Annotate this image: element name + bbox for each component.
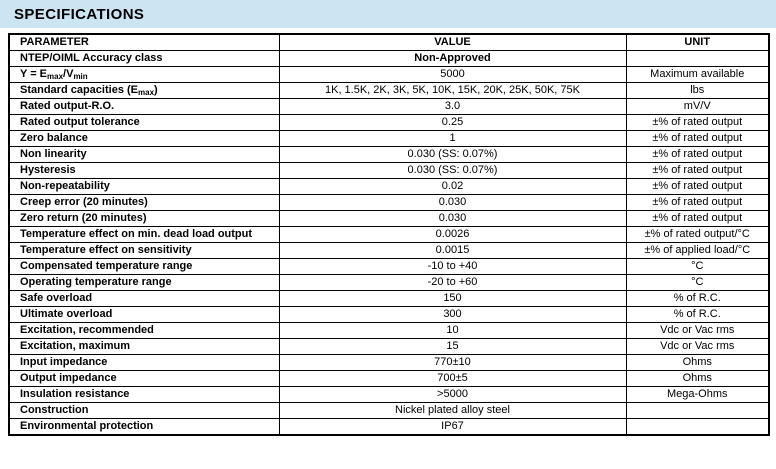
column-header-value: VALUE xyxy=(279,34,626,51)
unit-cell: ±% of rated output xyxy=(626,115,769,131)
param-cell: Hysteresis xyxy=(9,163,279,179)
table-row xyxy=(9,163,769,179)
table-row xyxy=(9,211,769,227)
table-row xyxy=(9,131,769,147)
table-row xyxy=(9,291,769,307)
section-header-band xyxy=(0,0,776,28)
table-body xyxy=(9,51,769,436)
value-cell: 5000 xyxy=(279,67,626,83)
value-cell: -10 to +40 xyxy=(279,259,626,275)
unit-cell: Ohms xyxy=(626,355,769,371)
value-cell: 15 xyxy=(279,339,626,355)
value-cell: -20 to +60 xyxy=(279,275,626,291)
table-row xyxy=(9,403,769,419)
unit-cell xyxy=(626,419,769,436)
unit-cell: lbs xyxy=(626,83,769,99)
unit-cell: °C xyxy=(626,275,769,291)
unit-cell: ±% of rated output xyxy=(626,163,769,179)
unit-cell: Maximum available xyxy=(626,67,769,83)
unit-cell: Vdc or Vac rms xyxy=(626,323,769,339)
table-row xyxy=(9,83,769,99)
param-cell: Input impedance xyxy=(9,355,279,371)
param-cell: Excitation, maximum xyxy=(9,339,279,355)
param-cell: Construction xyxy=(9,403,279,419)
param-cell: Standard capacities $(E_{max})$ xyxy=(9,83,279,99)
table-row xyxy=(9,67,769,83)
param-cell: Insulation resistance xyxy=(9,387,279,403)
value-cell: Nickel plated alloy steel xyxy=(279,403,626,419)
value-cell: 770±10 xyxy=(279,355,626,371)
table-row xyxy=(9,307,769,323)
param-cell: Temperature effect on sensitivity xyxy=(9,243,279,259)
value-cell: 1 xyxy=(279,131,626,147)
unit-cell: ±% of applied load/°C xyxy=(626,243,769,259)
value-cell: 10 xyxy=(279,323,626,339)
value-cell: 0.030 xyxy=(279,195,626,211)
unit-cell: mV/V xyxy=(626,99,769,115)
unit-cell: ±% of rated output xyxy=(626,131,769,147)
value-cell: 0.0015 xyxy=(279,243,626,259)
unit-cell: ±% of rated output xyxy=(626,211,769,227)
param-cell: Zero return (20 minutes) xyxy=(9,211,279,227)
unit-cell: ±% of rated output xyxy=(626,179,769,195)
table-row xyxy=(9,243,769,259)
table-row xyxy=(9,195,769,211)
param-cell: Rated output tolerance xyxy=(9,115,279,131)
param-cell: NTEP/OIML Accuracy class xyxy=(9,51,279,67)
unit-cell: Ohms xyxy=(626,371,769,387)
value-cell: 0.02 xyxy=(279,179,626,195)
table-row xyxy=(9,99,769,115)
param-cell: Excitation, recommended xyxy=(9,323,279,339)
table-row xyxy=(9,179,769,195)
value-cell: 150 xyxy=(279,291,626,307)
unit-cell: ±% of rated output/°C xyxy=(626,227,769,243)
table-row xyxy=(9,419,769,436)
unit-cell: % of R.C. xyxy=(626,307,769,323)
table-row xyxy=(9,227,769,243)
param-cell: Ultimate overload xyxy=(9,307,279,323)
table-row xyxy=(9,339,769,355)
table-row xyxy=(9,371,769,387)
param-cell: Operating temperature range xyxy=(9,275,279,291)
unit-cell: % of R.C. xyxy=(626,291,769,307)
param-cell: Zero balance xyxy=(9,131,279,147)
value-cell: 0.030 (SS: 0.07%) xyxy=(279,163,626,179)
value-cell: Non-Approved xyxy=(279,51,626,67)
unit-cell xyxy=(626,51,769,67)
value-cell: >5000 xyxy=(279,387,626,403)
table-header-row xyxy=(9,34,769,51)
table-row xyxy=(9,275,769,291)
param-cell: Rated output-R.O. xyxy=(9,99,279,115)
unit-cell: ±% of rated output xyxy=(626,147,769,163)
page-title: SPECIFICATIONS xyxy=(14,5,145,23)
param-cell: Temperature effect on min. dead load output xyxy=(9,227,279,243)
param-cell: Compensated temperature range xyxy=(9,259,279,275)
table-row xyxy=(9,51,769,67)
table-row xyxy=(9,259,769,275)
param-cell: Creep error (20 minutes) xyxy=(9,195,279,211)
value-cell: 1K, 1.5K, 2K, 3K, 5K, 10K, 15K, 20K, 25K, 50K, 75K xyxy=(279,83,626,99)
table-row xyxy=(9,387,769,403)
table-row xyxy=(9,115,769,131)
unit-cell: Vdc or Vac rms xyxy=(626,339,769,355)
value-cell: 0.030 xyxy=(279,211,626,227)
table-row xyxy=(9,355,769,371)
value-cell: 0.030 (SS: 0.07%) xyxy=(279,147,626,163)
param-cell: Output impedance xyxy=(9,371,279,387)
param-cell: $Y = E_{max}/V_{min}$ xyxy=(9,67,279,83)
value-cell: 0.25 xyxy=(279,115,626,131)
specifications-table xyxy=(8,33,770,436)
param-cell: Non-repeatability xyxy=(9,179,279,195)
table-row xyxy=(9,147,769,163)
param-cell: Safe overload xyxy=(9,291,279,307)
unit-cell: Mega-Ohms xyxy=(626,387,769,403)
unit-cell xyxy=(626,403,769,419)
unit-cell: ±% of rated output xyxy=(626,195,769,211)
param-cell: Non linearity xyxy=(9,147,279,163)
value-cell: 300 xyxy=(279,307,626,323)
column-header-parameter: PARAMETER xyxy=(9,34,279,51)
param-cell: Environmental protection xyxy=(9,419,279,436)
column-header-unit: UNIT xyxy=(626,34,769,51)
value-cell: 700±5 xyxy=(279,371,626,387)
table-row xyxy=(9,323,769,339)
value-cell: IP67 xyxy=(279,419,626,436)
value-cell: 3.0 xyxy=(279,99,626,115)
value-cell: 0.0026 xyxy=(279,227,626,243)
unit-cell: °C xyxy=(626,259,769,275)
